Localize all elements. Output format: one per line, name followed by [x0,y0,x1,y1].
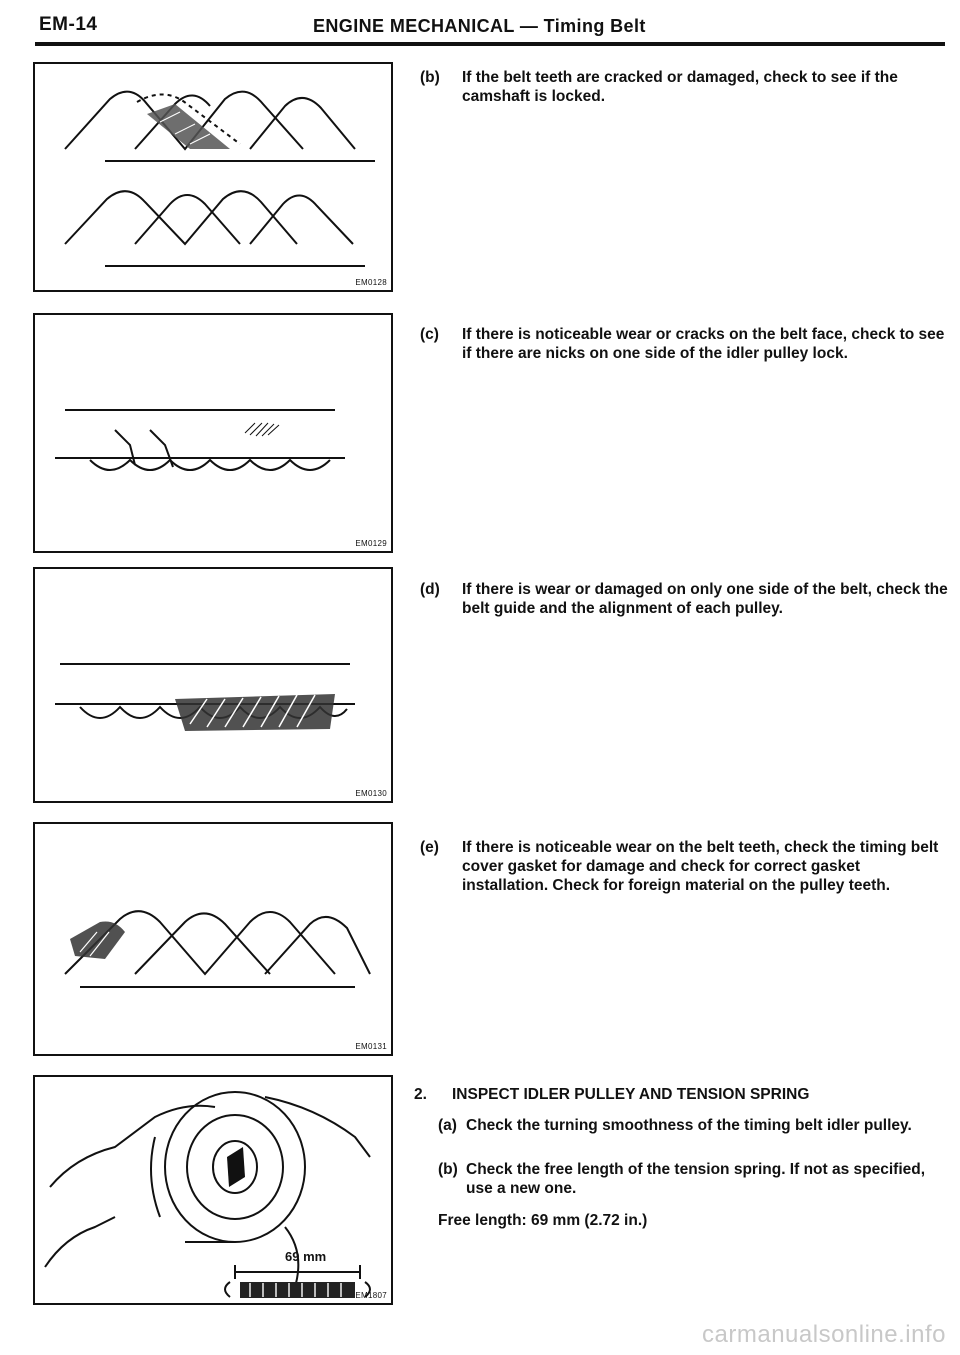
dimension-label: 69 mm [285,1249,327,1264]
figure-code: EM0129 [355,539,387,548]
figure-code: EM0131 [355,1042,387,1051]
step-label: (b) [438,1161,458,1178]
figure-teeth-wear [33,822,393,1056]
idler-pulley-illustration [35,1077,391,1303]
figure-code: EM0128 [355,278,387,287]
figure-cracked-teeth [33,62,393,292]
section-title: ENGINE MECHANICAL — Timing Belt [313,16,646,36]
belt-teeth-illustration [35,64,391,290]
step-text: If the belt teeth are cracked or damaged, check to see if the camshaft is locked. [462,69,898,105]
step-label: (c) [420,326,439,343]
step-label: (a) [438,1117,457,1134]
section-heading-text: INSPECT IDLER PULLEY AND TENSION SPRING [452,1086,810,1103]
spec-free-length: Free length: 69 mm (2.72 in.) [438,1212,648,1229]
step-text: Check the turning smoothness of the timing belt idler pulley. [466,1117,912,1134]
section-number: 2. [414,1086,427,1103]
page-number: EM-14 [39,14,98,35]
belt-face-illustration [35,315,391,551]
figure-code: EM1807 [355,1291,387,1300]
page-header [35,8,945,46]
belt-teeth-wear-illustration [35,824,391,1054]
belt-side-wear-illustration [35,569,391,801]
step-text: Check the free length of the tension spring. If not as specified, use a new one. [466,1161,926,1197]
step-label: (b) [420,69,440,86]
figure-idler-pulley [33,1075,393,1305]
figure-code: EM0130 [355,789,387,798]
step-label: (d) [420,581,440,598]
step-text: If there is noticeable wear on the belt teeth, check the timing belt cover gasket for damage and check for correct gasket installation. Check for foreign material on the pulley teeth. [462,839,939,894]
watermark: carmanualsonline.info [702,1321,946,1348]
step-text: If there is noticeable wear or cracks on the belt face, check to see if there are nicks on one side of the idler pulley lock. [462,326,945,362]
step-text: If there is wear or damaged on only one side of the belt, check the belt guide and the alignment of each pulley. [462,581,948,617]
figure-belt-face-wear [33,313,393,553]
figure-side-wear [33,567,393,803]
step-label: (e) [420,839,439,856]
